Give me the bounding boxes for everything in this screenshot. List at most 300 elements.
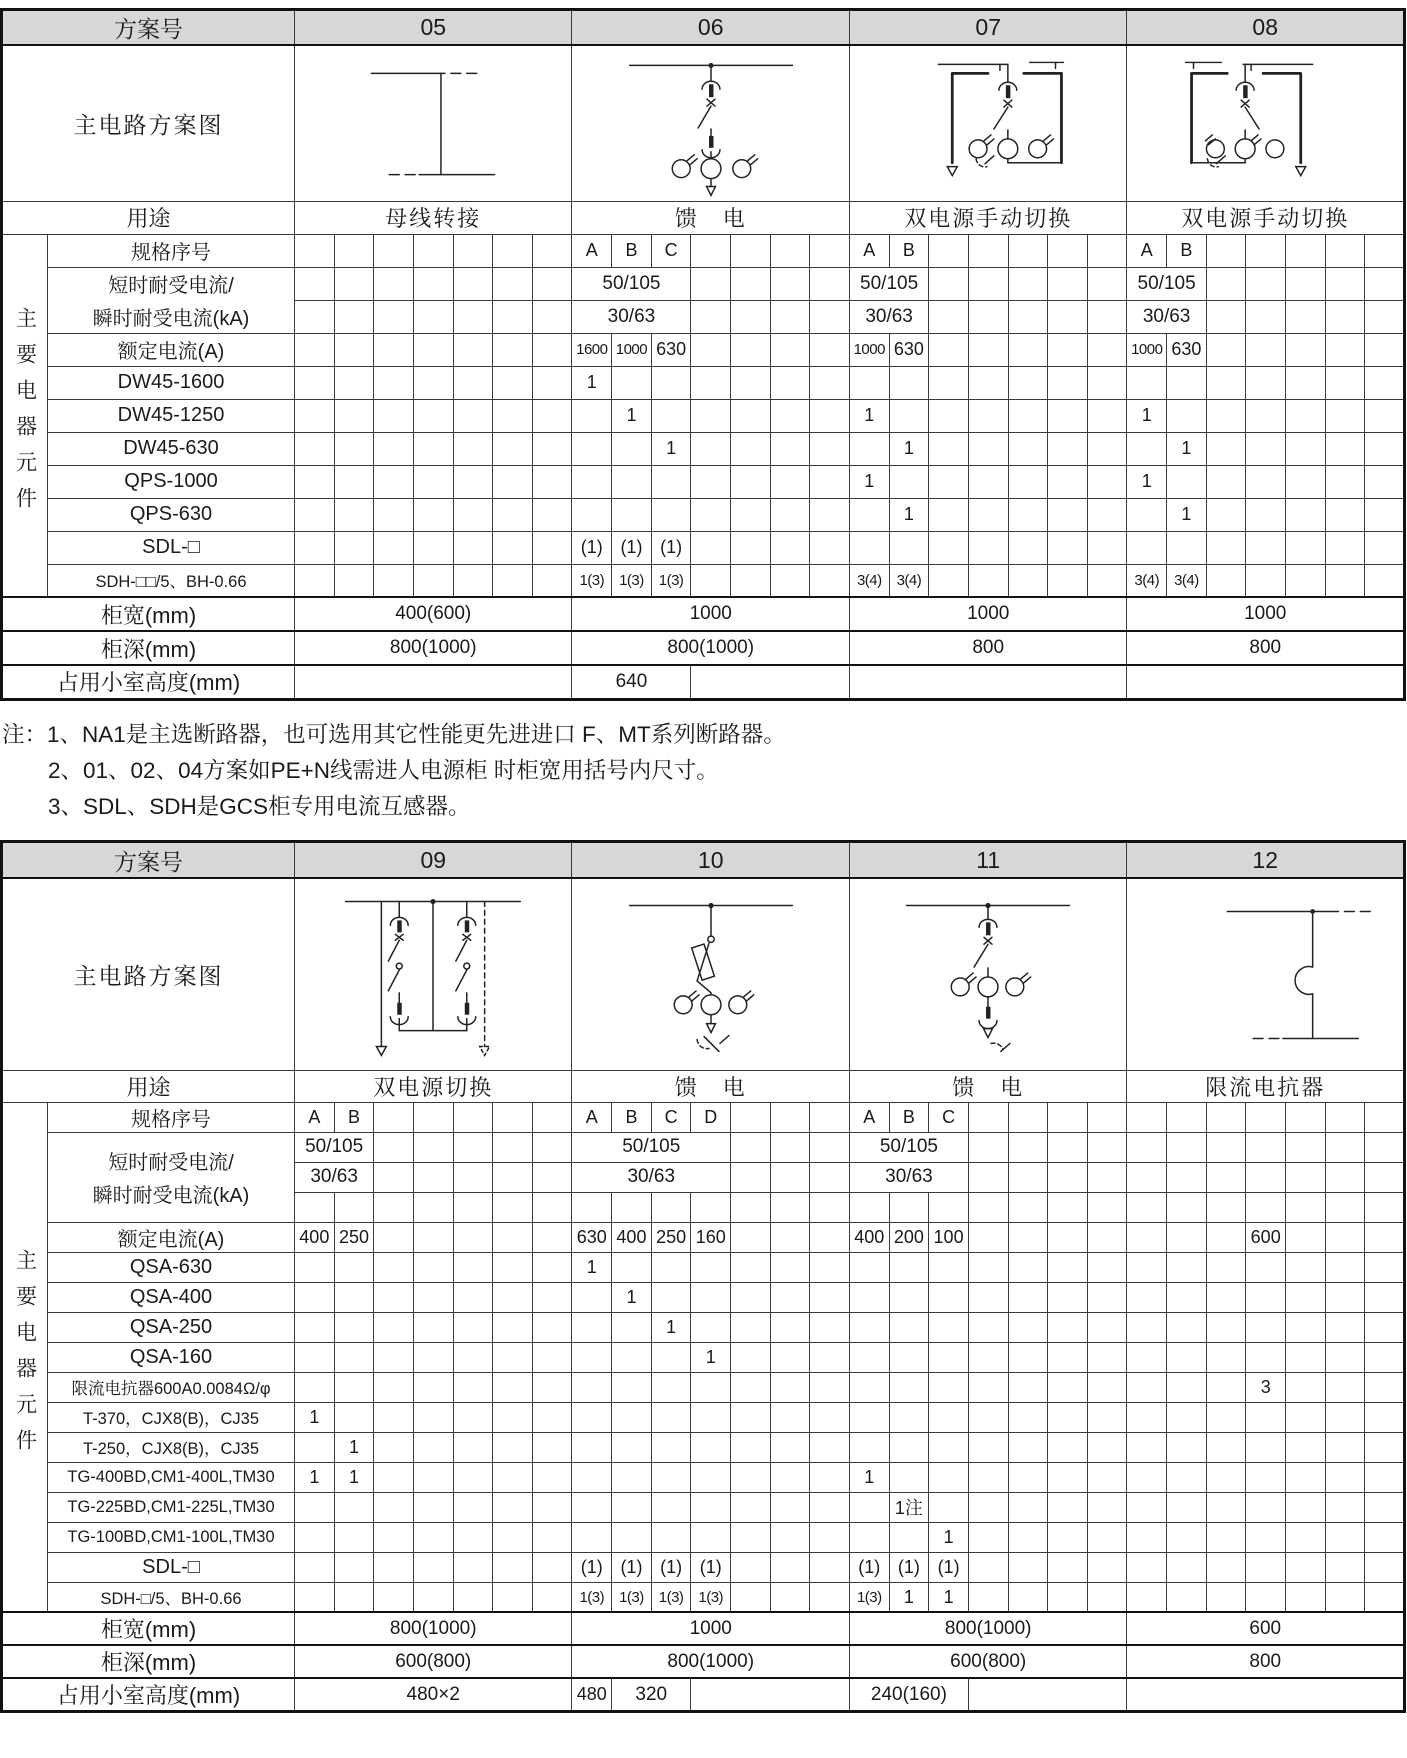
spec-empty-cell xyxy=(295,267,335,300)
spec-value-cell: 30/63 xyxy=(849,300,928,333)
spec-value-cell: 1000 xyxy=(849,333,889,366)
spec-empty-cell xyxy=(612,1252,652,1282)
spec-empty-cell xyxy=(1167,1102,1207,1132)
spec-empty-cell xyxy=(968,1252,1008,1282)
spec-empty-cell xyxy=(1127,1282,1167,1312)
spec-empty-cell xyxy=(810,1462,850,1492)
spec-value-cell: A xyxy=(849,234,889,267)
row-label: T-370，CJX8(B)，CJ35 xyxy=(48,1402,295,1432)
spec-value-cell: 50/105 xyxy=(1127,267,1206,300)
spec-empty-cell xyxy=(1048,267,1088,300)
spec-empty-cell xyxy=(1206,399,1246,432)
spec-empty-cell xyxy=(295,399,335,432)
spec-empty-cell xyxy=(770,234,810,267)
spec-empty-cell xyxy=(849,1252,889,1282)
spec-empty-cell xyxy=(810,498,850,531)
spec-value-cell: (1) xyxy=(929,1552,969,1582)
scheme-number: 05 xyxy=(295,10,572,46)
spec-empty-cell xyxy=(1048,1432,1088,1462)
spec-empty-cell xyxy=(374,564,414,597)
spec-empty-cell xyxy=(1127,1192,1167,1222)
spec-empty-cell xyxy=(691,1372,731,1402)
spec-empty-cell xyxy=(810,465,850,498)
spec-empty-cell xyxy=(731,267,771,300)
spec-empty-cell xyxy=(810,564,850,597)
spec-empty-cell xyxy=(1008,300,1048,333)
dual-supply-manual-a-diagram xyxy=(851,49,1125,197)
spec-empty-cell xyxy=(968,1192,1008,1222)
spec-empty-cell xyxy=(493,234,533,267)
spec-empty-cell xyxy=(889,1192,929,1222)
spec-empty-cell xyxy=(968,1552,1008,1582)
spec-empty-cell xyxy=(453,333,493,366)
spec-empty-cell xyxy=(413,366,453,399)
spec-empty-cell xyxy=(770,498,810,531)
spec-empty-cell xyxy=(929,1282,969,1312)
spec-empty-cell xyxy=(532,1162,572,1192)
spec-empty-cell xyxy=(691,1432,731,1462)
spec-empty-cell xyxy=(731,1102,771,1132)
spec-empty-cell xyxy=(1246,1192,1286,1222)
spec-value-cell: (1) xyxy=(651,531,691,564)
spec-empty-cell xyxy=(532,300,572,333)
spec-empty-cell xyxy=(493,1132,533,1162)
spec-empty-cell xyxy=(968,1342,1008,1372)
spec-empty-cell xyxy=(731,432,771,465)
spec-empty-cell xyxy=(1087,234,1127,267)
spec-empty-cell xyxy=(1325,1372,1365,1402)
spec-empty-cell xyxy=(1087,1222,1127,1252)
spec-empty-cell xyxy=(532,1192,572,1222)
spec-empty-cell xyxy=(1246,1102,1286,1132)
spec-empty-cell xyxy=(413,564,453,597)
spec-empty-cell xyxy=(691,498,731,531)
spec-empty-cell xyxy=(374,1342,414,1372)
row-label xyxy=(48,1132,295,1222)
spec-empty-cell xyxy=(1087,1252,1127,1282)
spec-empty-cell xyxy=(413,1162,453,1192)
spec-value-cell xyxy=(1127,1372,1167,1402)
spec-value-cell: 1(3) xyxy=(651,564,691,597)
side-label: 主要电器元件 xyxy=(13,307,37,524)
spec-empty-cell xyxy=(1246,1312,1286,1342)
spec-value-cell: 50/105 xyxy=(849,1132,968,1162)
spec-empty-cell xyxy=(691,1402,731,1432)
spec-empty-cell xyxy=(691,1192,731,1222)
spec-empty-cell xyxy=(1206,1432,1246,1462)
spec-empty-cell xyxy=(1127,1522,1167,1552)
spec-empty-cell xyxy=(849,531,889,564)
spec-empty-cell xyxy=(1008,1132,1048,1162)
spec-empty-cell xyxy=(1365,1342,1405,1372)
spec-empty-cell xyxy=(770,1402,810,1432)
spec-value-cell: 1000 xyxy=(572,1612,849,1645)
spec-empty-cell xyxy=(1246,333,1286,366)
spec-empty-cell xyxy=(532,1282,572,1312)
spec-empty-cell xyxy=(929,267,969,300)
spec-value-cell xyxy=(1167,1372,1207,1402)
spec-empty-cell xyxy=(1286,564,1326,597)
row-label: QSA-160 xyxy=(48,1342,295,1372)
spec-empty-cell xyxy=(770,399,810,432)
spec-empty-cell xyxy=(572,498,612,531)
spec-empty-cell xyxy=(810,267,850,300)
spec-empty-cell xyxy=(1167,1252,1207,1282)
spec-empty-cell xyxy=(1246,498,1286,531)
spec-empty-cell xyxy=(770,1102,810,1132)
spec-empty-cell xyxy=(572,1432,612,1462)
spec-empty-cell xyxy=(651,1252,691,1282)
spec-value-cell: 30/63 xyxy=(295,1162,374,1192)
spec-empty-cell xyxy=(1048,498,1088,531)
spec-empty-cell xyxy=(770,1132,810,1162)
spec-value-cell xyxy=(889,1522,929,1552)
spec-empty-cell xyxy=(1087,1582,1127,1612)
spec-value-cell: B xyxy=(612,1102,652,1132)
spec-empty-cell xyxy=(770,1282,810,1312)
spec-value-cell xyxy=(295,1432,335,1462)
spec-empty-cell xyxy=(849,1402,889,1432)
spec-empty-cell xyxy=(1206,1162,1246,1192)
spec-empty-cell xyxy=(413,465,453,498)
spec-empty-cell xyxy=(413,1312,453,1342)
spec-empty-cell xyxy=(532,531,572,564)
spec-value-cell xyxy=(295,665,572,699)
spec-empty-cell xyxy=(1008,531,1048,564)
spec-empty-cell xyxy=(1206,1312,1246,1342)
spec-empty-cell xyxy=(1246,1252,1286,1282)
spec-empty-cell xyxy=(413,1492,453,1522)
spec-empty-cell xyxy=(651,366,691,399)
spec-empty-cell xyxy=(929,1492,969,1522)
spec-value-cell: 1(3) xyxy=(612,564,652,597)
spec-empty-cell xyxy=(493,498,533,531)
spec-empty-cell xyxy=(731,1192,771,1222)
scheme-number: 09 xyxy=(295,841,572,878)
spec-value-cell: 50/105 xyxy=(295,1132,374,1162)
spec-empty-cell xyxy=(731,1402,771,1432)
spec-empty-cell xyxy=(295,1342,335,1372)
spec-value-cell: 1注 xyxy=(889,1492,929,1522)
spec-empty-cell xyxy=(810,1192,850,1222)
spec-empty-cell xyxy=(493,1402,533,1432)
spec-empty-cell xyxy=(731,366,771,399)
spec-empty-cell xyxy=(691,564,731,597)
spec-empty-cell xyxy=(532,366,572,399)
spec-empty-cell xyxy=(968,1432,1008,1462)
spec-empty-cell xyxy=(1365,1162,1405,1192)
spec-empty-cell xyxy=(493,300,533,333)
spec-value-cell: C xyxy=(651,1102,691,1132)
spec-value-cell: 1600 xyxy=(572,333,612,366)
spec-value-cell: (1) xyxy=(889,1552,929,1582)
spec-empty-cell xyxy=(889,1342,929,1372)
spec-empty-cell xyxy=(731,1252,771,1282)
spec-empty-cell xyxy=(1206,531,1246,564)
spec-empty-cell xyxy=(1087,399,1127,432)
spec-empty-cell xyxy=(1206,1552,1246,1582)
spec-empty-cell xyxy=(334,498,374,531)
scheme-number: 08 xyxy=(1127,10,1405,46)
spec-empty-cell xyxy=(1206,300,1246,333)
spec-empty-cell xyxy=(929,1432,969,1462)
spec-empty-cell xyxy=(1008,366,1048,399)
spec-empty-cell xyxy=(532,1432,572,1462)
spec-empty-cell xyxy=(770,531,810,564)
spec-empty-cell xyxy=(1286,300,1326,333)
spec-empty-cell xyxy=(1365,234,1405,267)
spec-empty-cell xyxy=(453,300,493,333)
spec-empty-cell xyxy=(334,432,374,465)
row-label: QPS-1000 xyxy=(48,465,295,498)
spec-empty-cell xyxy=(1246,366,1286,399)
spec-empty-cell xyxy=(731,399,771,432)
spec-empty-cell xyxy=(413,1462,453,1492)
spec-empty-cell xyxy=(1127,1492,1167,1522)
spec-empty-cell xyxy=(1048,1252,1088,1282)
spec-empty-cell xyxy=(493,366,533,399)
spec-empty-cell xyxy=(731,1282,771,1312)
spec-empty-cell xyxy=(1008,1402,1048,1432)
spec-value-cell: 1 xyxy=(929,1582,969,1612)
spec-empty-cell xyxy=(651,1462,691,1492)
spec-value-cell: 1 xyxy=(889,498,929,531)
spec-empty-cell xyxy=(1008,1252,1048,1282)
row-label: SDH-□□/5、BH-0.66 xyxy=(48,564,295,597)
spec-empty-cell xyxy=(929,333,969,366)
spec-empty-cell xyxy=(968,1162,1008,1192)
spec-empty-cell xyxy=(651,465,691,498)
spec-empty-cell xyxy=(731,1582,771,1612)
spec-empty-cell xyxy=(968,1282,1008,1312)
spec-empty-cell xyxy=(691,366,731,399)
spec-empty-cell xyxy=(572,465,612,498)
spec-value-cell: 50/105 xyxy=(849,267,928,300)
main-circuit-diagram-cell xyxy=(295,45,572,201)
spec-empty-cell xyxy=(1246,564,1286,597)
spec-empty-cell xyxy=(770,1162,810,1192)
row-label: QSA-630 xyxy=(48,1252,295,1282)
spec-empty-cell xyxy=(1087,1552,1127,1582)
spec-empty-cell xyxy=(1286,432,1326,465)
spec-empty-cell xyxy=(1206,432,1246,465)
spec-empty-cell xyxy=(493,1222,533,1252)
spec-empty-cell xyxy=(295,234,335,267)
spec-empty-cell xyxy=(1048,1492,1088,1522)
spec-empty-cell xyxy=(295,366,335,399)
spec-empty-cell xyxy=(1286,1162,1326,1192)
corner-label: 方案号 xyxy=(2,10,295,46)
spec-empty-cell xyxy=(453,564,493,597)
spec-empty-cell xyxy=(374,333,414,366)
spec-value-cell xyxy=(572,1282,612,1312)
spec-empty-cell xyxy=(1325,1222,1365,1252)
spec-empty-cell xyxy=(1206,1402,1246,1432)
spec-empty-cell xyxy=(1048,1582,1088,1612)
spec-empty-cell xyxy=(1286,333,1326,366)
spec-empty-cell xyxy=(1286,1102,1326,1132)
spec-empty-cell xyxy=(1008,1432,1048,1462)
spec-empty-cell xyxy=(374,1132,414,1162)
spec-empty-cell xyxy=(493,1492,533,1522)
spec-empty-cell xyxy=(810,300,850,333)
usage-cell: 馈 电 xyxy=(849,1070,1126,1102)
spec-empty-cell xyxy=(413,1102,453,1132)
spec-empty-cell xyxy=(1325,1192,1365,1222)
spec-empty-cell xyxy=(810,234,850,267)
spec-empty-cell xyxy=(770,465,810,498)
spec-empty-cell xyxy=(731,234,771,267)
spec-empty-cell xyxy=(532,432,572,465)
spec-empty-cell xyxy=(731,1342,771,1372)
spec-value-cell: 1 xyxy=(651,1312,691,1342)
spec-value-cell xyxy=(849,1522,889,1552)
spec-empty-cell xyxy=(1127,1342,1167,1372)
spec-empty-cell xyxy=(1087,1402,1127,1432)
spec-empty-cell xyxy=(1087,1372,1127,1402)
spec-empty-cell xyxy=(1127,1252,1167,1282)
spec-value-cell: 250 xyxy=(651,1222,691,1252)
spec-empty-cell xyxy=(1286,1582,1326,1612)
spec-empty-cell xyxy=(453,1522,493,1552)
spec-empty-cell xyxy=(572,1522,612,1552)
spec-empty-cell xyxy=(1325,366,1365,399)
spec-empty-cell xyxy=(493,1582,533,1612)
spec-empty-cell xyxy=(1087,1462,1127,1492)
spec-empty-cell xyxy=(1206,498,1246,531)
spec-empty-cell xyxy=(1246,1552,1286,1582)
usage-cell: 双电源手动切换 xyxy=(849,201,1126,234)
spec-empty-cell xyxy=(413,399,453,432)
spec-empty-cell xyxy=(1286,399,1326,432)
spec-empty-cell xyxy=(1365,399,1405,432)
spec-empty-cell xyxy=(929,366,969,399)
spec-value-cell: 3(4) xyxy=(1127,564,1167,597)
spec-empty-cell xyxy=(1048,1222,1088,1252)
spec-value-cell: 1000 xyxy=(849,597,1126,631)
spec-empty-cell xyxy=(413,1372,453,1402)
spec-empty-cell xyxy=(810,366,850,399)
spec-empty-cell xyxy=(493,1162,533,1192)
spec-empty-cell xyxy=(968,498,1008,531)
spec-empty-cell xyxy=(1127,1552,1167,1582)
spec-empty-cell xyxy=(295,1582,335,1612)
spec-value-cell: 1 xyxy=(334,1432,374,1462)
spec-empty-cell xyxy=(334,1492,374,1522)
spec-empty-cell xyxy=(929,1312,969,1342)
spec-empty-cell xyxy=(532,234,572,267)
spec-value-cell: 630 xyxy=(1167,333,1207,366)
spec-empty-cell xyxy=(413,1582,453,1612)
spec-empty-cell xyxy=(651,1492,691,1522)
spec-empty-cell xyxy=(1206,1102,1246,1132)
spec-value-cell: B xyxy=(334,1102,374,1132)
spec-empty-cell xyxy=(1365,1522,1405,1552)
usage-cell: 双电源切换 xyxy=(295,1070,572,1102)
spec-empty-cell xyxy=(572,1492,612,1522)
spec-value-cell xyxy=(1127,498,1167,531)
spec-empty-cell xyxy=(532,564,572,597)
spec-empty-cell xyxy=(453,1162,493,1192)
spec-empty-cell xyxy=(295,300,335,333)
spec-empty-cell xyxy=(810,333,850,366)
bottom-row-label: 柜深(mm) xyxy=(2,1645,295,1678)
spec-empty-cell xyxy=(453,1402,493,1432)
spec-empty-cell xyxy=(770,366,810,399)
spec-value-cell: 800(1000) xyxy=(295,1612,572,1645)
spec-empty-cell xyxy=(612,1522,652,1552)
spec-empty-cell xyxy=(453,498,493,531)
spec-value-cell: (1) xyxy=(849,1552,889,1582)
row-label: DW45-1600 xyxy=(48,366,295,399)
spec-empty-cell xyxy=(1048,1342,1088,1372)
spec-empty-cell xyxy=(295,564,335,597)
spec-empty-cell xyxy=(1246,1432,1286,1462)
spec-empty-cell xyxy=(1048,1192,1088,1222)
spec-empty-cell xyxy=(1008,564,1048,597)
spec-empty-cell xyxy=(1246,1402,1286,1432)
spec-empty-cell xyxy=(493,267,533,300)
spec-empty-cell xyxy=(334,1402,374,1432)
spec-empty-cell xyxy=(1365,564,1405,597)
spec-value-cell: 1(3) xyxy=(651,1582,691,1612)
busbar-transition-diagram xyxy=(296,49,570,197)
spec-empty-cell xyxy=(413,1342,453,1372)
spec-value-cell: 1 xyxy=(572,1252,612,1282)
spec-empty-cell xyxy=(413,432,453,465)
spec-empty-cell xyxy=(849,1282,889,1312)
spec-empty-cell xyxy=(770,564,810,597)
spec-empty-cell xyxy=(929,465,969,498)
spec-empty-cell xyxy=(1167,1582,1207,1612)
spec-value-cell: 1 xyxy=(849,465,889,498)
spec-empty-cell xyxy=(810,1432,850,1462)
spec-empty-cell xyxy=(453,1132,493,1162)
spec-empty-cell xyxy=(572,1372,612,1402)
scheme-table-09-12 xyxy=(0,840,1406,1714)
bottom-row-label: 占用小室高度(mm) xyxy=(2,1678,295,1712)
spec-empty-cell xyxy=(612,1192,652,1222)
spec-value-cell xyxy=(612,432,652,465)
spec-empty-cell xyxy=(691,333,731,366)
spec-empty-cell xyxy=(334,300,374,333)
spec-empty-cell xyxy=(374,1492,414,1522)
spec-empty-cell xyxy=(770,1522,810,1552)
spec-empty-cell xyxy=(1127,1582,1167,1612)
spec-empty-cell xyxy=(1325,1252,1365,1282)
row-label: SDH-□/5、BH-0.66 xyxy=(48,1582,295,1612)
spec-empty-cell xyxy=(1008,498,1048,531)
spec-empty-cell xyxy=(968,432,1008,465)
spec-empty-cell xyxy=(334,1522,374,1552)
spec-empty-cell xyxy=(968,1222,1008,1252)
spec-empty-cell xyxy=(612,1462,652,1492)
spec-empty-cell xyxy=(770,1252,810,1282)
spec-empty-cell xyxy=(295,1252,335,1282)
spec-empty-cell xyxy=(1286,465,1326,498)
spec-empty-cell xyxy=(849,366,889,399)
spec-empty-cell xyxy=(1325,1522,1365,1552)
spec-empty-cell xyxy=(889,1372,929,1402)
spec-empty-cell xyxy=(612,1372,652,1402)
spec-value-cell: 1 xyxy=(1167,432,1207,465)
spec-value-cell xyxy=(691,1678,850,1712)
spec-empty-cell xyxy=(1365,1582,1405,1612)
spec-empty-cell xyxy=(691,1252,731,1282)
spec-value-cell: 1000 xyxy=(1127,333,1167,366)
spec-empty-cell xyxy=(1087,267,1127,300)
spec-empty-cell xyxy=(1167,1522,1207,1552)
